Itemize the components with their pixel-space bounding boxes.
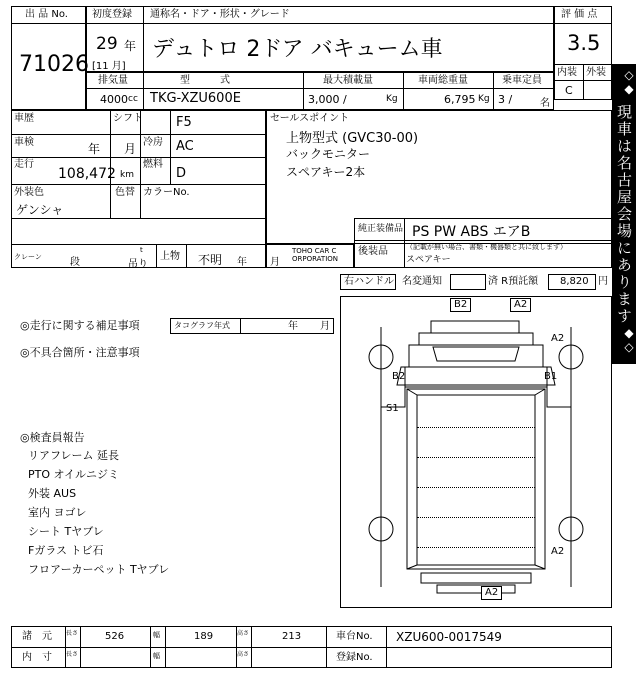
displacement-label: 排気量 [98, 75, 128, 86]
recycle-label: 済 R預託額 [488, 276, 539, 287]
inner-width-label: 幅 [153, 652, 160, 660]
mark-top-left: B2 [450, 298, 471, 312]
lot-number-label: 出 品 No. [25, 9, 68, 20]
height-label: 高さ [237, 630, 250, 637]
chassis-label: 車台No. [336, 631, 373, 642]
inspection-year: 年 [88, 142, 101, 156]
max-load-label: 最大積載量 [323, 75, 373, 86]
interior-dims-label: 内 寸 [22, 652, 52, 663]
gross-weight-value: 6,795 [444, 93, 476, 106]
crane-label: クレーン [14, 253, 42, 261]
mark-mid-right: B1 [544, 371, 558, 382]
mark-side-left: S1 [386, 403, 399, 414]
mark-rear-right: A2 [551, 546, 565, 557]
model-label: 型 式 [180, 75, 230, 86]
name-change-label: 名変通知 [402, 276, 442, 287]
inspector-line-7: フロアーカーペット Tヤブレ [28, 563, 170, 576]
body-maker: TOHO CAR C ORPORATION [292, 247, 339, 263]
aftermarket-label: 後装品 [358, 246, 388, 257]
mark-bottom: A2 [481, 586, 502, 600]
sales-point-line-2: バックモニター [286, 147, 371, 161]
supplement-label: ◎走行に関する補足事項 [20, 319, 140, 332]
fuel-label: 燃料 [143, 159, 163, 170]
tacho-year: 年 [288, 321, 298, 332]
exterior-color-value: ゲンシャ [16, 203, 64, 217]
sales-point-label: セールスポイント [270, 113, 350, 124]
interior-grade: C [565, 84, 573, 97]
inspector-line-6: Fガラス トビ石 [28, 544, 104, 557]
body-month: 月 [270, 257, 280, 268]
registration-number-label: 登録No. [336, 652, 373, 663]
width-value: 189 [194, 631, 214, 642]
fuel-value: D [176, 166, 187, 181]
gross-weight-label: 車両総重量 [418, 75, 468, 86]
length-label: 長さ [66, 630, 79, 637]
model-value: TKG-XZU600E [150, 91, 241, 106]
inspector-line-1: リアフレーム 延長 [28, 449, 120, 462]
mark-top-right: A2 [510, 298, 531, 312]
mark-front-right: A2 [551, 333, 565, 344]
color-change-label: 色替 [115, 187, 135, 198]
venue-notice [612, 64, 636, 364]
body-year: 年 [237, 257, 247, 268]
first-registration-label: 初度登録 [92, 9, 132, 20]
tacho-label: タコグラフ年式 [174, 321, 230, 330]
rating-label: 評 価 点 [561, 9, 598, 20]
displacement-value: 4000 [100, 93, 128, 106]
recycle-value: 8,820 [560, 276, 589, 287]
standard-equipment-label: 純正装備品 [358, 224, 404, 234]
shift-value: F5 [176, 115, 192, 130]
rhd-label: 右ハンドル [344, 276, 394, 287]
registration-year-unit: 年 [124, 39, 137, 53]
inner-length-label: 長さ [66, 651, 79, 658]
defects-label: ◎不具合箇所・注意事項 [20, 346, 140, 359]
damage-diagram [340, 296, 612, 608]
exterior-color-label: 外装色 [14, 187, 44, 198]
gross-weight-unit: Kg [478, 94, 490, 104]
capacity-unit: 名 [540, 98, 550, 109]
max-load-unit: Kg [386, 94, 398, 104]
mileage-unit: km [120, 170, 134, 180]
inspector-line-5: シート Tヤブレ [28, 525, 104, 538]
inspection-month: 月 [124, 142, 137, 156]
lot-number: 71026 [19, 52, 89, 77]
inspection-label: 車検 [14, 137, 34, 148]
inspector-line-3: 外装 AUS [28, 487, 77, 500]
inspector-line-2: PTO オイルニジミ [28, 468, 119, 481]
dimensions-label: 諸 元 [22, 631, 52, 642]
inspector-label: ◎検査員報告 [20, 431, 85, 444]
mileage-value: 108,472 [58, 166, 116, 182]
name-change-box [450, 274, 486, 290]
inspector-line-4: 室内 ヨゴレ [28, 506, 87, 519]
aftermarket-value: スペアキー [406, 255, 451, 265]
max-load-value: 3,000 / [308, 93, 347, 106]
color-number-label: カラーNo. [143, 187, 190, 198]
exterior-grade-label: 外装 [586, 67, 606, 78]
rating-value: 3.5 [567, 31, 601, 55]
registration-year: 29 [96, 34, 118, 54]
venue-notice-top-marks: ◇◆ [622, 68, 636, 96]
crane-lift: 吊り [128, 259, 148, 270]
body-label: 上物 [160, 251, 180, 262]
shift-label: シフト [113, 113, 143, 124]
ac-label: 冷房 [143, 137, 163, 148]
displacement-unit: cc [128, 94, 138, 104]
tacho-month: 月 [320, 321, 330, 332]
chassis-value: XZU600-0017549 [396, 630, 502, 644]
width-label: 幅 [153, 631, 160, 639]
capacity-value: 3 / [498, 93, 513, 106]
crane-stage: 段 [70, 257, 80, 268]
length-value: 526 [105, 631, 125, 642]
standard-equipment-value: PS PW ABS エアB [412, 224, 531, 240]
sales-point-line-3: スペアキー2本 [286, 165, 366, 179]
capacity-label: 乗車定員 [502, 75, 542, 86]
truck-outline [341, 297, 611, 607]
history-label: 車歴 [14, 113, 34, 124]
mark-mid-left: B2 [392, 371, 406, 382]
mileage-label: 走行 [14, 159, 34, 170]
inner-height-label: 高さ [237, 651, 250, 658]
sales-point-line-1: 上物型式 (GVC30-00) [286, 131, 419, 146]
interior-grade-label: 内装 [557, 67, 577, 78]
registration-month: [11 月] [92, 61, 126, 72]
crane-ton-unit: t [140, 246, 143, 254]
ac-value: AC [176, 139, 194, 154]
car-name-label: 通称名・ドア・形状・グレード [150, 9, 290, 20]
height-value: 213 [282, 631, 302, 642]
body-value: 不明 [198, 253, 223, 267]
recycle-unit: 円 [598, 276, 608, 287]
aftermarket-note: （記載が無い場合、書類・機器類と共に致します） [406, 243, 567, 251]
car-name: デュトロ 2ドア バキューム車 [152, 37, 443, 62]
venue-notice-bottom-marks: ◆◇ [622, 326, 636, 354]
venue-notice-text: 現車は名古屋会場にあります [615, 104, 633, 325]
